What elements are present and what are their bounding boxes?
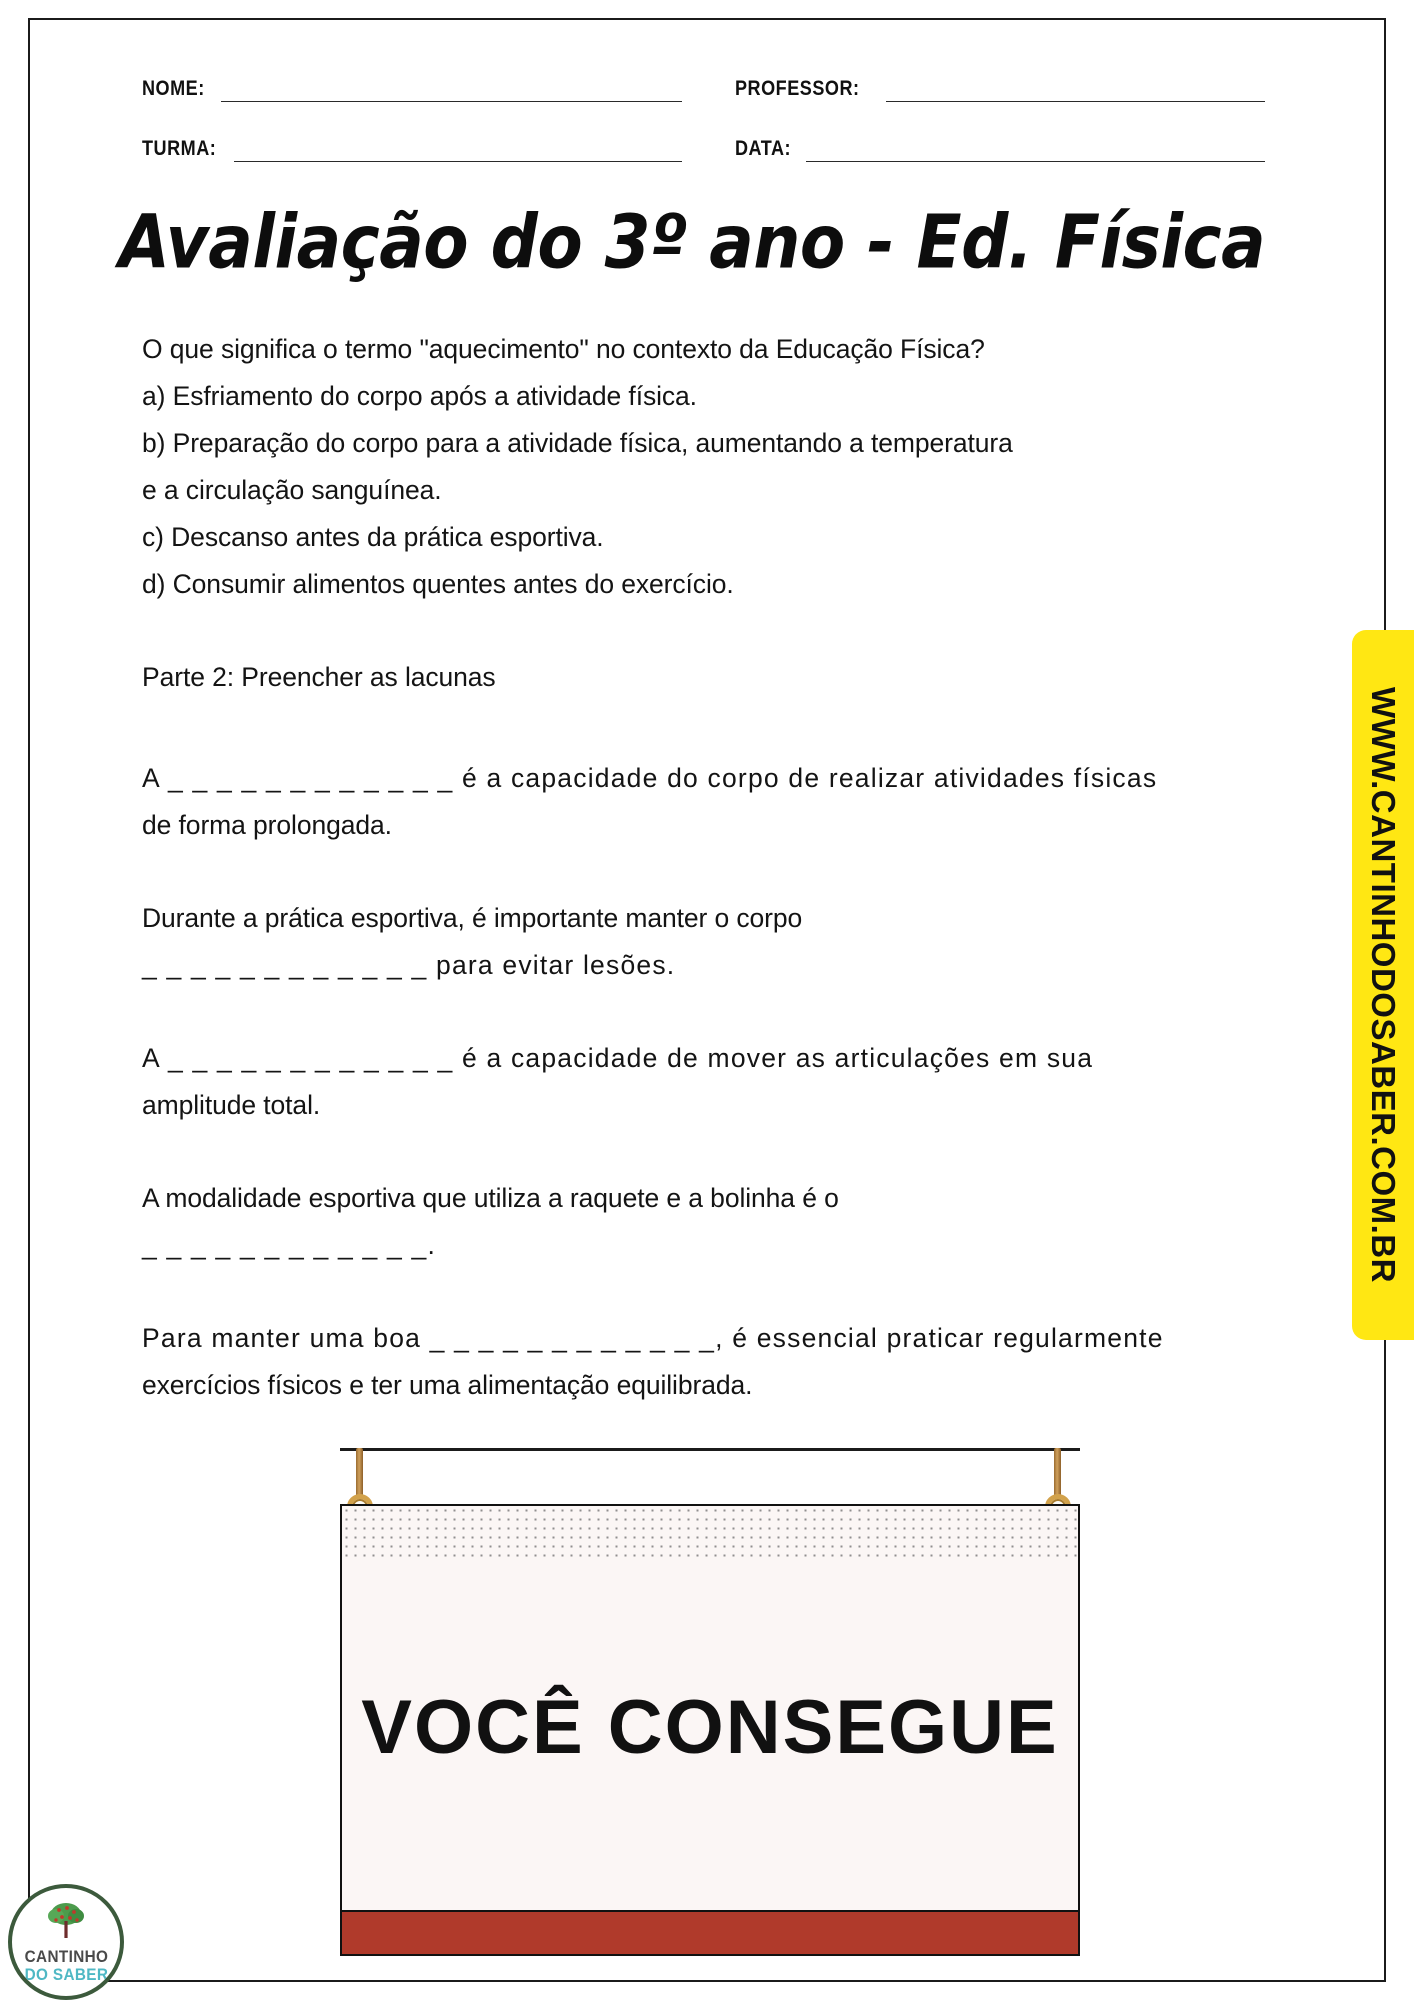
logo-line-2: DO SABER — [24, 1964, 108, 1984]
tree-icon — [45, 1901, 87, 1946]
question-option-b-continued: e a circulação sanguínea. — [142, 475, 442, 505]
part2-item3-line1: A _ _ _ _ _ _ _ _ _ _ _ _ é a capacidade de mover as articulações em sua — [142, 1043, 1094, 1073]
part2-item2-line1: Durante a prática esportiva, é importante manter o corpo — [142, 903, 803, 933]
part2-item4-line2: _ _ _ _ _ _ _ _ _ _ _ _. — [142, 1230, 437, 1260]
part2-item4-line1: A modalidade esportiva que utiliza a raquete e a bolinha é o — [142, 1183, 839, 1213]
field-turma-label: TURMA: — [142, 137, 217, 160]
field-nome[interactable] — [142, 78, 682, 102]
field-turma[interactable] — [142, 138, 682, 162]
field-professor-rule[interactable] — [886, 101, 1265, 102]
page-title: Avaliação do 3º ano - Ed. Física — [118, 199, 1266, 286]
part2-item5-line2: exercícios físicos e ter uma alimentação equilibrada. — [142, 1370, 753, 1400]
sign-dotted-texture — [342, 1506, 1078, 1558]
question-prompt: O que significa o termo "aquecimento" no contexto da Educação Física? — [142, 334, 985, 364]
website-banner-text: WWW.CANTINHODOSABER.COM.BR — [1365, 687, 1403, 1283]
sign-hanging-bar — [340, 1448, 1080, 1451]
sign-board — [340, 1504, 1080, 1956]
spacer — [142, 701, 1264, 755]
question-option-b: b) Preparação do corpo para a atividade física, aumentando a temperatura — [142, 428, 1013, 458]
spacer — [142, 989, 1264, 1035]
spacer — [142, 849, 1264, 895]
field-data-rule[interactable] — [806, 161, 1265, 162]
field-data[interactable] — [735, 138, 1265, 162]
cantinho-do-saber-logo — [8, 1884, 124, 2000]
question-option-a: a) Esfriamento do corpo após a atividade física. — [142, 381, 697, 411]
field-data-label: DATA: — [735, 137, 792, 160]
sign-text: VOCÊ CONSEGUE — [361, 1685, 1059, 1770]
part2-heading: Parte 2: Preencher as lacunas — [142, 662, 496, 692]
motivational-sign — [340, 1448, 1080, 1958]
sign-footer-bar — [342, 1910, 1080, 1954]
field-nome-rule[interactable] — [221, 101, 682, 102]
website-banner[interactable] — [1352, 630, 1414, 1340]
part2-item3-line2: amplitude total. — [142, 1090, 321, 1120]
spacer — [142, 1129, 1264, 1175]
question-option-d: d) Consumir alimentos quentes antes do exercício. — [142, 569, 734, 599]
part2-item2-line2: _ _ _ _ _ _ _ _ _ _ _ _ para evitar lesões. — [142, 950, 676, 980]
spacer — [142, 1269, 1264, 1315]
spacer — [142, 608, 1264, 654]
part2-item1-line1: A _ _ _ _ _ _ _ _ _ _ _ _ é a capacidade do corpo de realizar atividades físicas — [142, 763, 1158, 793]
part2-item5-line1: Para manter uma boa _ _ _ _ _ _ _ _ _ _ _ _, é essencial praticar regularmente — [142, 1323, 1164, 1353]
field-professor[interactable] — [735, 78, 1265, 102]
field-nome-label: NOME: — [142, 77, 205, 100]
part2-item1-line2: de forma prolongada. — [142, 810, 392, 840]
field-professor-label: PROFESSOR: — [735, 77, 860, 100]
field-turma-rule[interactable] — [234, 161, 682, 162]
worksheet-body — [142, 326, 1264, 1409]
logo-line-1: CANTINHO — [24, 1946, 108, 1966]
question-option-c: c) Descanso antes da prática esportiva. — [142, 522, 604, 552]
